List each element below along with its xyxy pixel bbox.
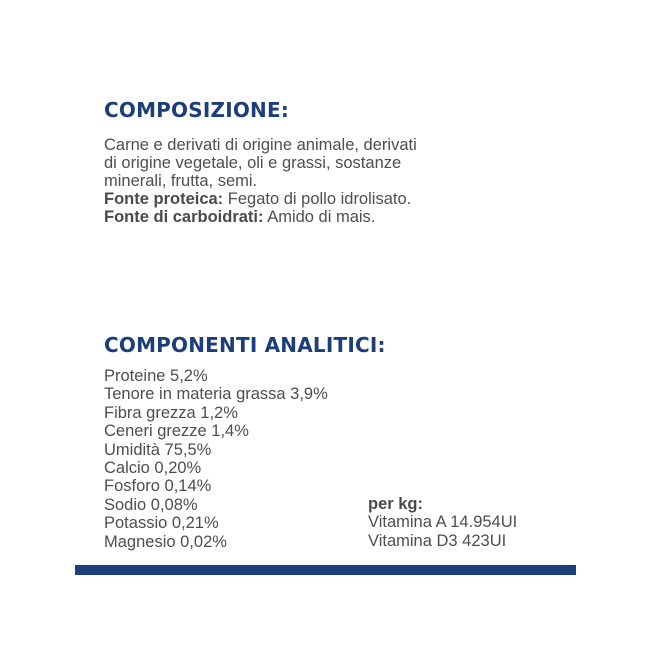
bottom-divider — [75, 565, 576, 575]
analytic-list — [104, 367, 328, 551]
analytic-item: Sodio 0,08% — [104, 495, 198, 514]
analytic-item: Fosforo 0,14% — [104, 477, 212, 496]
carb-source-value: Amido di mais. — [263, 208, 376, 226]
composition-line: minerali, frutta, semi. — [104, 172, 258, 190]
per-kg-label: per kg: — [368, 495, 424, 513]
per-kg-block — [368, 495, 517, 550]
analytic-item: Ceneri grezze 1,4% — [104, 422, 249, 441]
composition-line: Carne e derivati di origine animale, derivati — [104, 136, 417, 154]
analytic-item: Tenore in materia grassa 3,9% — [104, 385, 328, 404]
composition-line: di origine vegetale, oli e grassi, sostanze — [104, 154, 402, 172]
carb-source — [104, 208, 504, 226]
protein-source — [104, 190, 504, 208]
composition-text — [104, 136, 504, 226]
protein-source-value: Fegato di pollo idrolisato. — [223, 190, 412, 208]
vitamin-item: Vitamina D3 423UI — [368, 531, 507, 550]
analytic-item: Calcio 0,20% — [104, 458, 202, 477]
analytic-item: Umidità 75,5% — [104, 440, 212, 459]
carb-source-label: Fonte di carboidrati: — [104, 208, 264, 226]
protein-source-label: Fonte proteica: — [104, 190, 224, 208]
analytic-heading: COMPONENTI ANALITICI: — [104, 333, 386, 357]
composition-heading: COMPOSIZIONE: — [104, 98, 290, 122]
vitamin-item: Vitamina A 14.954UI — [368, 513, 518, 532]
analytic-item: Potassio 0,21% — [104, 514, 219, 533]
analytic-item: Magnesio 0,02% — [104, 532, 227, 551]
analytic-item: Proteine 5,2% — [104, 367, 208, 385]
analytic-item: Fibra grezza 1,2% — [104, 403, 238, 422]
